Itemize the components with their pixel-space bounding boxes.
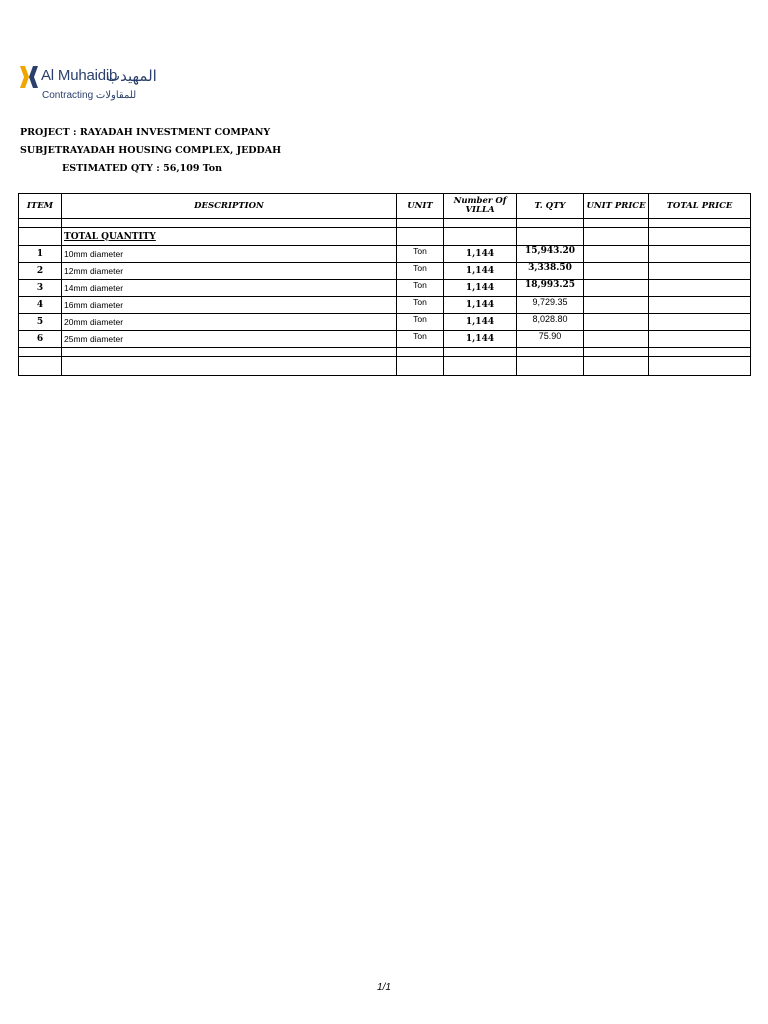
unit-cell: Ton: [397, 314, 444, 331]
project-line: [20, 127, 270, 138]
col-header-unit: UNIT: [397, 194, 444, 219]
table-row: [19, 331, 751, 348]
villa-count-cell: 1,144: [444, 314, 517, 331]
total-price-cell: [649, 280, 751, 297]
table-row: [19, 246, 751, 263]
estimated-line: [62, 163, 222, 174]
quantity-cell: 8,028.80: [517, 314, 584, 331]
spacer-row: [19, 348, 751, 357]
page-number: 1/1: [377, 982, 391, 993]
table-row: [19, 297, 751, 314]
villa-count-cell: 1,144: [444, 297, 517, 314]
empty-row: [19, 357, 751, 376]
table-row: [19, 263, 751, 280]
col-header-description: DESCRIPTION: [62, 194, 397, 219]
section-row: [19, 228, 751, 246]
item-number: 6: [19, 331, 62, 348]
estimated-value: 56,109 Ton: [163, 163, 222, 174]
unit-price-cell: [584, 297, 649, 314]
total-price-cell: [649, 331, 751, 348]
villa-count-cell: 1,144: [444, 263, 517, 280]
unit-cell: Ton: [397, 280, 444, 297]
total-price-cell: [649, 263, 751, 280]
subject-line: [20, 145, 281, 156]
spacer-row: [19, 219, 751, 228]
total-price-cell: [649, 246, 751, 263]
unit-price-cell: [584, 331, 649, 348]
company-logo: [18, 64, 158, 108]
villa-count-cell: 1,144: [444, 280, 517, 297]
item-number: 2: [19, 263, 62, 280]
col-header-villa: Number Of VILLA: [444, 194, 517, 219]
total-price-cell: [649, 314, 751, 331]
description-cell: 10mm diameter: [62, 246, 397, 263]
logo-mark-icon: [18, 64, 40, 90]
item-number: 5: [19, 314, 62, 331]
unit-cell: Ton: [397, 331, 444, 348]
project-label: PROJECT :: [20, 127, 80, 138]
description-cell: 12mm diameter: [62, 263, 397, 280]
item-number: 4: [19, 297, 62, 314]
project-value: RAYADAH INVESTMENT COMPANY: [79, 127, 271, 138]
unit-price-cell: [584, 263, 649, 280]
quantity-table: [18, 193, 751, 376]
logo-tagline: Contracting للمقاولات: [42, 90, 137, 101]
quantity-cell: 75.90: [517, 331, 584, 348]
quantity-cell: 9,729.35: [517, 297, 584, 314]
unit-price-cell: [584, 280, 649, 297]
description-cell: 16mm diameter: [62, 297, 397, 314]
col-header-total-price: TOTAL PRICE: [649, 194, 751, 219]
table-header-row: [19, 194, 751, 219]
villa-count-cell: 1,144: [444, 246, 517, 263]
logo-name-arabic: المهيدب: [106, 67, 157, 85]
quantity-cell: 15,943.20: [517, 246, 584, 263]
description-cell: 25mm diameter: [62, 331, 397, 348]
total-price-cell: [649, 297, 751, 314]
unit-cell: Ton: [397, 297, 444, 314]
section-title: TOTAL QUANTITY: [64, 231, 156, 242]
estimated-label: ESTIMATED QTY :: [62, 163, 164, 174]
quantity-cell: 18,993.25: [517, 280, 584, 297]
unit-cell: Ton: [397, 246, 444, 263]
col-header-qty: T. QTY: [517, 194, 584, 219]
subject-label: SUBJET: [20, 145, 62, 156]
villa-count-cell: 1,144: [444, 331, 517, 348]
unit-cell: Ton: [397, 263, 444, 280]
description-cell: 20mm diameter: [62, 314, 397, 331]
quantity-cell: 3,338.50: [517, 263, 584, 280]
col-header-item: ITEM: [19, 194, 62, 219]
unit-price-cell: [584, 246, 649, 263]
logo-name-latin: Al Muhaidib: [41, 67, 118, 84]
table-row: [19, 314, 751, 331]
col-header-unit-price: UNIT PRICE: [584, 194, 649, 219]
unit-price-cell: [584, 314, 649, 331]
table-row: [19, 280, 751, 297]
item-number: 3: [19, 280, 62, 297]
item-number: 1: [19, 246, 62, 263]
description-cell: 14mm diameter: [62, 280, 397, 297]
subject-value: RAYADAH HOUSING COMPLEX, JEDDAH: [62, 145, 282, 156]
